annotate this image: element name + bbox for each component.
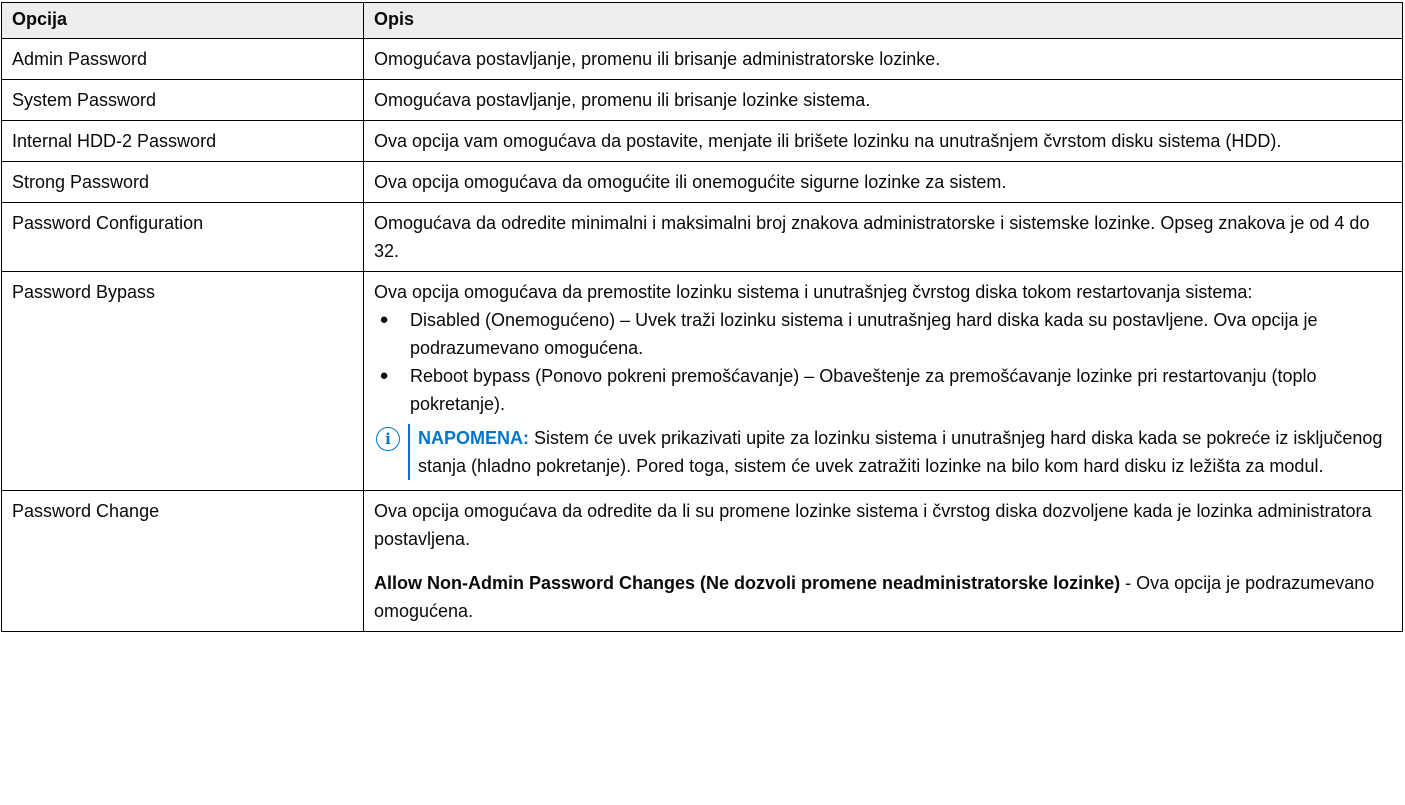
list-item-text: Reboot bypass (Ponovo pokreni premošćavanje) – Obaveštenje za premošćavanje lozinke pri restartovanju (toplo pokretanje). bbox=[410, 366, 1317, 414]
table-row bbox=[2, 80, 1403, 121]
table-row bbox=[2, 39, 1403, 80]
option-cell: Admin Password bbox=[2, 39, 364, 80]
default-note bbox=[374, 569, 1392, 625]
description-cell: Ova opcija vam omogućava da postavite, menjate ili brišete lozinku na unutrašnjem čvrstom disku sistema (HDD). bbox=[364, 121, 1403, 162]
description-cell bbox=[364, 491, 1403, 632]
bullet-icon: ● bbox=[379, 311, 389, 328]
option-cell: System Password bbox=[2, 80, 364, 121]
table-row bbox=[2, 162, 1403, 203]
table-row bbox=[2, 272, 1403, 491]
setting-default-text: - Ova opcija je podrazumevano omogućena. bbox=[374, 573, 1375, 621]
description-cell: Omogućava postavljanje, promenu ili brisanje lozinke sistema. bbox=[364, 80, 1403, 121]
bullet-list bbox=[374, 306, 1392, 418]
note-text: Sistem će uvek prikazivati upite za lozinku sistema i unutrašnjeg hard diska kada se pokreće iz isključenog stanja (hladno pokretanje). Pored toga, sistem će uvek zatražiti lozinke na bilo kom hard disku iz ležišta za modul. bbox=[418, 428, 1383, 476]
table-row bbox=[2, 491, 1403, 632]
option-cell: Password Change bbox=[2, 491, 364, 632]
option-cell: Strong Password bbox=[2, 162, 364, 203]
table-row bbox=[2, 203, 1403, 272]
description-cell bbox=[364, 272, 1403, 491]
bullet-icon: ● bbox=[379, 367, 389, 384]
options-table bbox=[1, 2, 1403, 632]
table-header-row bbox=[2, 3, 1403, 39]
note-block bbox=[374, 424, 1392, 480]
option-cell: Password Configuration bbox=[2, 203, 364, 272]
table-row bbox=[2, 121, 1403, 162]
description-cell: Omogućava da odredite minimalni i maksimalni broj znakova administratorske i sistemske lozinke. Opseg znakova je od 4 do 32. bbox=[364, 203, 1403, 272]
description-text: Ova opcija omogućava da odredite da li su promene lozinke sistema i čvrstog diska dozvoljene kada je lozinka administratora postavljena. bbox=[374, 501, 1372, 549]
note-label: NAPOMENA: bbox=[418, 428, 529, 448]
header-option: Opcija bbox=[2, 3, 364, 39]
option-cell: Password Bypass bbox=[2, 272, 364, 491]
list-item bbox=[374, 306, 1392, 362]
description-cell: Ova opcija omogućava da omogućite ili onemogućite sigurne lozinke za sistem. bbox=[364, 162, 1403, 203]
setting-name: Allow Non-Admin Password Changes (Ne dozvoli promene neadministratorske lozinke) bbox=[374, 573, 1121, 593]
list-item-text: Disabled (Onemogućeno) – Uvek traži lozinku sistema i unutrašnjeg hard diska kada su postavljene. Ova opcija je podrazumevano omogućena. bbox=[410, 310, 1318, 358]
option-cell: Internal HDD-2 Password bbox=[2, 121, 364, 162]
info-icon: i bbox=[376, 427, 400, 451]
description-text: Ova opcija omogućava da premostite lozinku sistema i unutrašnjeg čvrstog diska tokom restartovanja sistema: bbox=[374, 282, 1253, 302]
list-item bbox=[374, 362, 1392, 418]
description-cell: Omogućava postavljanje, promenu ili brisanje administratorske lozinke. bbox=[364, 39, 1403, 80]
header-description: Opis bbox=[364, 3, 1403, 39]
